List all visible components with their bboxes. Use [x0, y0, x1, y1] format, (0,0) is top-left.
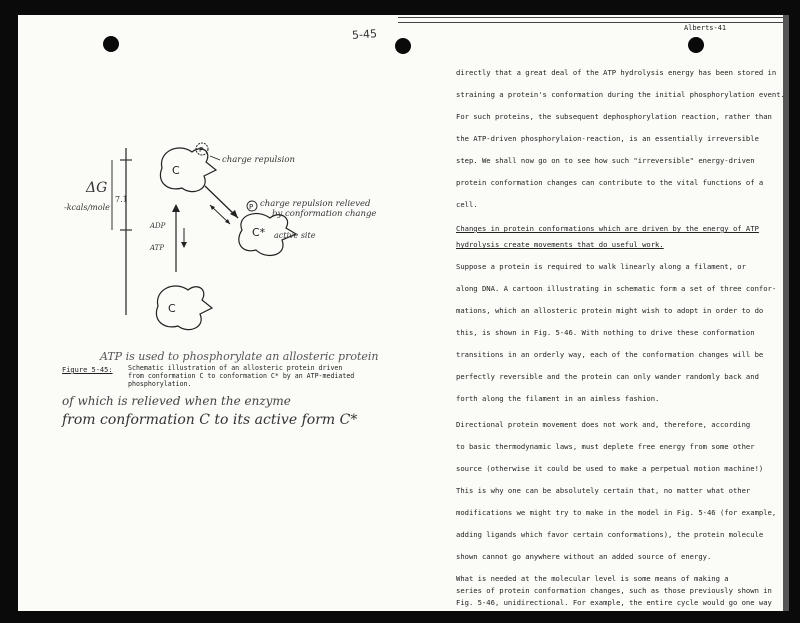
text-line: forth along the filament in an aimless fashion.: [456, 394, 660, 403]
text-line: cell.: [456, 200, 478, 209]
binder-hole: [688, 37, 704, 53]
charge-relieved-label-2: by conformation change: [272, 209, 377, 219]
text-line: the ATP-driven phosphorylaion-reaction, is an essentially irreversible: [456, 134, 759, 143]
text-line: straining a protein's conformation during the initial phosphorylation event.: [456, 90, 785, 99]
protein-c-label: C: [168, 302, 176, 315]
value-label: 7.1: [115, 195, 128, 204]
text-line: For such proteins, the subsequent dephosphorylation reaction, rather than: [456, 112, 772, 121]
header-rule: [398, 17, 783, 23]
binder-hole: [103, 36, 119, 52]
charge-relieved-label-1: charge repulsion relieved: [260, 199, 371, 209]
page-header: Alberts-41: [684, 24, 727, 32]
section-heading: Changes in protein conformations which are driven by the energy of ATP: [456, 224, 759, 233]
figure-caption: Schematic illustration of an allosteric protein driven from conformation C to conformation C* by an ATP-mediated phosphorylation.: [128, 364, 355, 388]
text-line: Fig. 5-46, unidirectional. For example, the entire cycle would go one way: [456, 598, 772, 607]
charge-repulsion-label: charge repulsion: [222, 155, 295, 165]
text-line: along DNA. A cartoon illustrating in schematic form a set of three confor-: [456, 284, 777, 293]
protein-c-star-label: C*: [252, 226, 266, 239]
text-line: shown cannot go anywhere without an added source of energy.: [456, 552, 712, 561]
text-line: mations, which an allosteric protein might wish to adopt in order to do: [456, 306, 764, 315]
phosphate-label: P: [199, 146, 204, 154]
handwritten-note-line: ATP is used to phosphorylate an allosteric protein: [100, 350, 379, 363]
handwritten-page-number: 5-45: [351, 27, 378, 42]
page-edge: [783, 15, 789, 611]
handwritten-note-line: from conformation C to its active form C*: [62, 412, 358, 428]
text-line: series of protein conformation changes, such as those previously shown in: [456, 586, 772, 595]
text-line: this, is shown in Fig. 5-46. With nothing to drive these conformation: [456, 328, 755, 337]
delta-g-label: ΔG: [86, 180, 108, 196]
binder-hole: [395, 38, 411, 54]
text-line: protein conformation changes can contribute to the vital functions of a: [456, 178, 764, 187]
atp-label: ATP: [150, 244, 165, 252]
active-site-label: active site: [274, 231, 316, 240]
phosphate-label: P: [249, 203, 254, 211]
text-line: transitions in an orderly way, each of the conformation changes will be: [456, 350, 764, 359]
adp-label: ADP: [150, 222, 166, 230]
text-line: to basic thermodynamic laws, must deplete free energy from some other: [456, 442, 755, 451]
protein-c-top: [160, 148, 216, 192]
text-line: perfectly reversible and the protein can only wander randomly back and: [456, 372, 759, 381]
handwritten-note-line: of which is relieved when the enzyme: [62, 394, 291, 408]
text-line: Suppose a protein is required to walk linearly along a filament, or: [456, 262, 746, 271]
protein-c-bottom: [156, 286, 212, 330]
text-line: What is needed at the molecular level is some means of making a: [456, 574, 729, 583]
text-line: modifications we might try to make in the model in Fig. 5-46 (for example,: [456, 508, 777, 517]
kcals-label: -kcals/mole: [64, 203, 110, 212]
text-line: This is why one can be absolutely certain that, no matter what other: [456, 486, 751, 495]
text-line: source (otherwise it could be used to make a perpetual motion machine!): [456, 464, 764, 473]
text-line: Directional protein movement does not work and, therefore, according: [456, 420, 751, 429]
section-heading: hydrolysis create movements that do useful work.: [456, 240, 664, 249]
text-line: directly that a great deal of the ATP hydrolysis energy has been stored in: [456, 68, 777, 77]
figure-label: Figure 5-45:: [62, 366, 113, 374]
protein-c-label: C: [172, 164, 180, 177]
text-line: adding ligands which favor certain conformations), the protein molecule: [456, 530, 764, 539]
text-line: step. We shall now go on to see how such "irreversible" energy-driven: [456, 156, 755, 165]
figure-diagram: [60, 130, 380, 345]
